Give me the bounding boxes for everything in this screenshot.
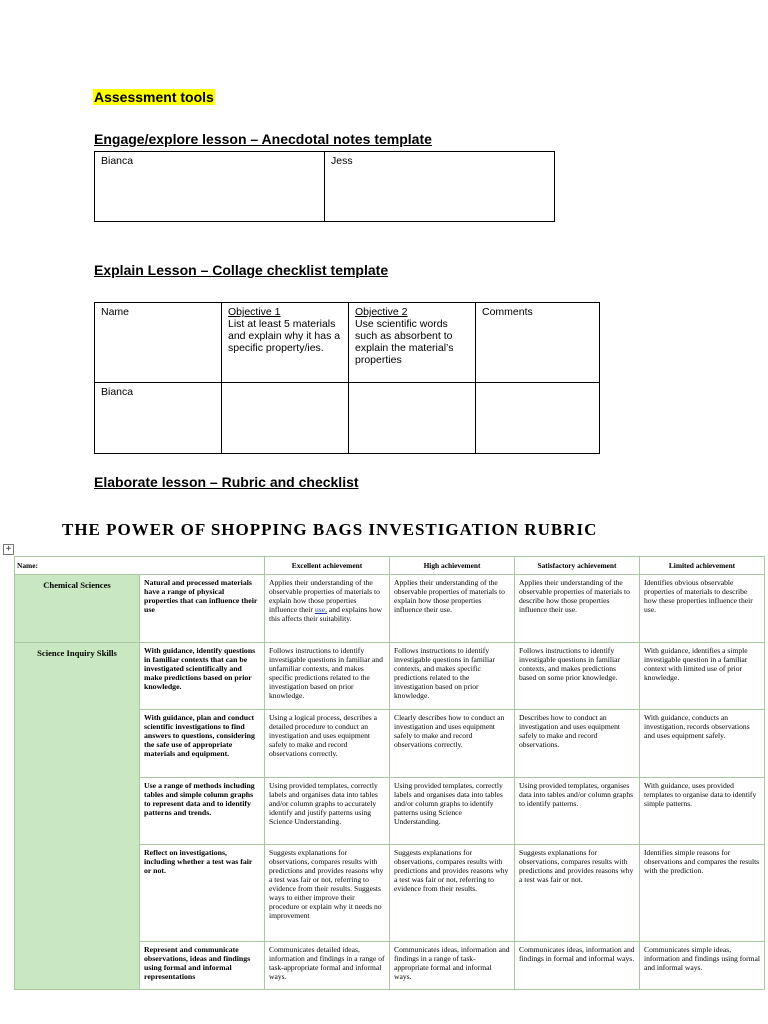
limited-cell: With guidance, conducts an investigation, records observations and uses equipment safely. <box>640 710 765 778</box>
criterion: With guidance, identify questions in familiar contexts that can be investigated scientifically and make predictions based on prior knowledge. <box>140 643 265 710</box>
strand-chemical-sciences: Chemical Sciences <box>15 575 140 643</box>
expand-plus-icon[interactable]: + <box>3 544 14 555</box>
excellent-text: Applies their understanding of the observable properties of materials to explain how those properties influence their <box>269 578 380 614</box>
limited-cell: Identifies obvious observable properties of materials to describe how these properties influence their use. <box>640 575 765 643</box>
limited-cell: Identifies simple reasons for observations and compares the results with the prediction. <box>640 845 765 942</box>
level-excellent: Excellent achievement <box>265 557 390 575</box>
criterion: Natural and processed materials have a range of physical properties that can influence their use <box>140 575 265 643</box>
excellent-cell: Communicates detailed ideas, information and findings in a range of task-appropriate formal and informal ways. <box>265 942 390 990</box>
rubric-title: THE POWER OF SHOPPING BAGS INVESTIGATION RUBRIC <box>62 520 598 539</box>
satisfactory-cell: Suggests explanations for observations, compares results with predictions and provides reasons why a test was fair or not. <box>515 845 640 942</box>
elaborate-heading: Elaborate lesson – Rubric and checklist <box>94 474 359 490</box>
excellent-cell: Using provided templates, correctly labels and organises data into tables and/or column graphs to accurately identify and justify patterns using Science Understanding. <box>265 778 390 845</box>
assessment-heading-text: Assessment tools <box>94 89 214 105</box>
satisfactory-cell: Communicates ideas, information and findings in formal and informal ways. <box>515 942 640 990</box>
high-cell: Follows instructions to identify investigable questions in familiar contexts, and makes specific predictions related to the investigation based on prior knowledge. <box>390 643 515 710</box>
excellent-cell: Using a logical process, describes a detailed procedure to conduct an investigation and uses equipment safely to make and record observations correctly. <box>265 710 390 778</box>
limited-cell: With guidance, identifies a simple investigable question in a familiar context with limited use of prior knowledge. <box>640 643 765 710</box>
student-cell-jess: Jess <box>325 152 555 222</box>
objective-2-text: Use scientific words such as absorbent to explain the material’s properties <box>355 318 454 366</box>
name-header: Name <box>95 303 222 383</box>
objective-2-title: Objective 2 <box>355 306 408 318</box>
objective-2-header <box>349 303 476 383</box>
satisfactory-cell: Using provided templates, organises data into tables and/or column graphs to identify patterns. <box>515 778 640 845</box>
high-cell: Communicates ideas, information and findings in a range of task-appropriate formal and informal ways. <box>390 942 515 990</box>
high-cell: Using provided templates, correctly labels and organises data into tables and/or column graphs to identify patterns using Science Understanding. <box>390 778 515 845</box>
rubric-name-label: Name: <box>15 557 265 575</box>
empty-cell <box>476 383 600 454</box>
use-link[interactable]: use, <box>314 605 327 614</box>
anecdotal-notes-table <box>94 151 555 222</box>
high-cell: Applies their understanding of the observable properties of materials to explain how those properties influence their use. <box>390 575 515 643</box>
comments-header: Comments <box>476 303 600 383</box>
strand-science-inquiry-skills: Science Inquiry Skills <box>15 643 140 990</box>
criterion: Reflect on investigations, including whether a test was fair or not. <box>140 845 265 942</box>
level-limited: Limited achievement <box>640 557 765 575</box>
criterion: Represent and communicate observations, ideas and findings using formal and informal representations <box>140 942 265 990</box>
objective-1-text: List at least 5 materials and explain why it has a specific property/ies. <box>228 318 341 354</box>
objective-1-header <box>222 303 349 383</box>
level-satisfactory: Satisfactory achievement <box>515 557 640 575</box>
student-cell-bianca: Bianca <box>95 152 325 222</box>
satisfactory-cell: Follows instructions to identify investigable questions in familiar contexts, and makes predictions based on some prior knowledge. <box>515 643 640 710</box>
assessment-heading <box>93 89 215 107</box>
excellent-cell: Follows instructions to identify investigable questions in familiar and unfamiliar contexts, and makes specific predictions related to the investigation based on prior knowledge. <box>265 643 390 710</box>
engage-heading: Engage/explore lesson – Anecdotal notes template <box>94 131 432 147</box>
explain-heading: Explain Lesson – Collage checklist template <box>94 262 389 278</box>
empty-cell <box>349 383 476 454</box>
objective-1-title: Objective 1 <box>228 306 281 318</box>
limited-cell: Communicates simple ideas, information and findings using formal and informal ways. <box>640 942 765 990</box>
empty-cell <box>222 383 349 454</box>
student-cell-bianca: Bianca <box>95 383 222 454</box>
level-high: High achievement <box>390 557 515 575</box>
excellent-cell: Suggests explanations for observations, compares results with predictions and provides reasons why a test was fair or not, referring to evidence from their results. Suggests ways to either improve their procedure or explain why it needs no improvement <box>265 845 390 942</box>
high-cell: Suggests explanations for observations, compares results with predictions and provides reasons why a test was fair or not, referring to evidence from their results. <box>390 845 515 942</box>
limited-cell: With guidance, uses provided templates to organise data to identify simple patterns. <box>640 778 765 845</box>
table-row <box>15 575 765 643</box>
excellent-cell <box>265 575 390 643</box>
high-cell: Clearly describes how to conduct an investigation and uses equipment safely to make and record observations correctly. <box>390 710 515 778</box>
satisfactory-cell: Describes how to conduct an investigation and uses equipment safely to make and record observations. <box>515 710 640 778</box>
excellent-text-end: and explains how this affects their suitability. <box>269 605 383 623</box>
table-row <box>15 643 765 710</box>
collage-checklist-table <box>94 302 600 454</box>
rubric-table <box>14 556 765 990</box>
criterion: With guidance, plan and conduct scientific investigations to find answers to questions, considering the safe use of appropriate materials and equipment. <box>140 710 265 778</box>
criterion: Use a range of methods including tables and simple column graphs to represent data and to identify patterns and trends. <box>140 778 265 845</box>
satisfactory-cell: Applies their understanding of the observable properties of materials to describe how those properties influence their use. <box>515 575 640 643</box>
